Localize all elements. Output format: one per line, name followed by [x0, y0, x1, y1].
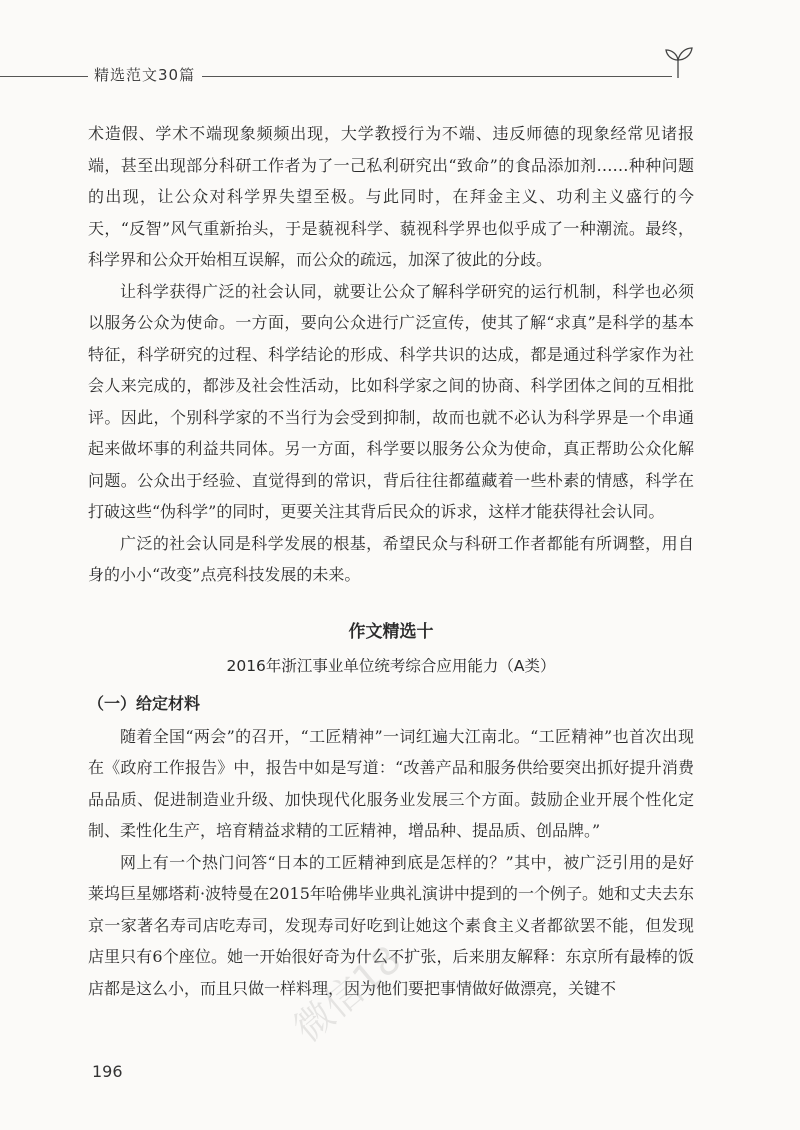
page-number: 196: [92, 1062, 123, 1081]
paragraph-5: 网上有一个热门问答“日本的工匠精神到底是怎样的？”其中，被广泛引用的是好莱坞巨星娜塔莉·波特曼在2015年哈佛毕业典礼演讲中提到的一个例子。她和丈夫去东京一家著名寿司店吃寿司，发现寿司好吃到让她这个素食主义者都欲罢不能，但发现店里只有6个座位。她一开始很好奇为什么不扩张，后来朋友解释：东京所有最棒的饭店都是这么小，而且只做一样料理，因为他们要把事情做好做漂亮，关键不: [88, 852, 694, 998]
header-title: 精选范文30篇: [94, 66, 196, 84]
article-body: [88, 118, 694, 1004]
paragraph-1: 术造假、学术不端现象频频出现，大学教授行为不端、违反师德的现象经常见诸报端，甚至出现部分科研工作者为了一己私利研究出“致命”的食品添加剂……种种问题的出现，让公众对科学界失望至极。与此同时，在拜金主义、功利主义盛行的今天，“反智”风气重新抬头，于是藐视科学、藐视科学界也似乎成了一种潮流。最终，科学界和公众开始相互误解，而公众的疏远，加深了彼此的分歧。: [88, 124, 694, 269]
paragraph-4: 随着全国“两会”的召开，“工匠精神”一词红遍大江南北。“工匠精神”也首次出现在《政府工作报告》中，报告中如是写道：“改善产品和服务供给要突出抓好提升消费品品质、促进制造业升级、加快现代化服务业发展三个方面。鼓励企业开展个性化定制、柔性化生产，培育精益求精的工匠精神，增品种、提品质、创品牌。”: [88, 726, 694, 840]
header-rule-left: [0, 76, 88, 77]
paragraph-3: 广泛的社会认同是科学发展的根基，希望民众与科研工作者都能有所调整，用自身的小小“改变”点亮科技发展的未来。: [88, 533, 694, 584]
section-subtitle: 2016年浙江事业单位统考综合应用能力（A类）: [226, 656, 556, 675]
sub-heading-given-material: （一）给定材料: [88, 693, 201, 713]
page-header: [0, 58, 800, 98]
sprout-icon: [664, 44, 694, 78]
watermark: 微信18: [285, 936, 410, 1051]
section-title: 作文精选十: [348, 621, 434, 642]
paragraph-2: 让科学获得广泛的社会认同，就要让公众了解科学研究的运行机制，科学也必须以服务公众为使命。一方面，要向公众进行广泛宣传，使其了解“求真”是科学的基本特征，科学研究的过程、科学结论的形成、科学共识的达成，都是通过科学家作为社会人来完成的，都涉及社会性活动，比如科学家之间的协商、科学团体之间的互相批评。因此，个别科学家的不当行为会受到抑制，故而也就不必认为科学界是一个串通起来做坏事的利益共同体。另一方面，科学要以服务公众为使命，真正帮助公众化解问题。公众出于经验、直觉得到的常识，背后往往都蕴藏着一些朴素的情感，科学在打破这些“伪科学”的同时，更要关注其背后民众的诉求，这样才能获得社会认同。: [88, 281, 694, 521]
header-rule-right: [202, 76, 672, 77]
